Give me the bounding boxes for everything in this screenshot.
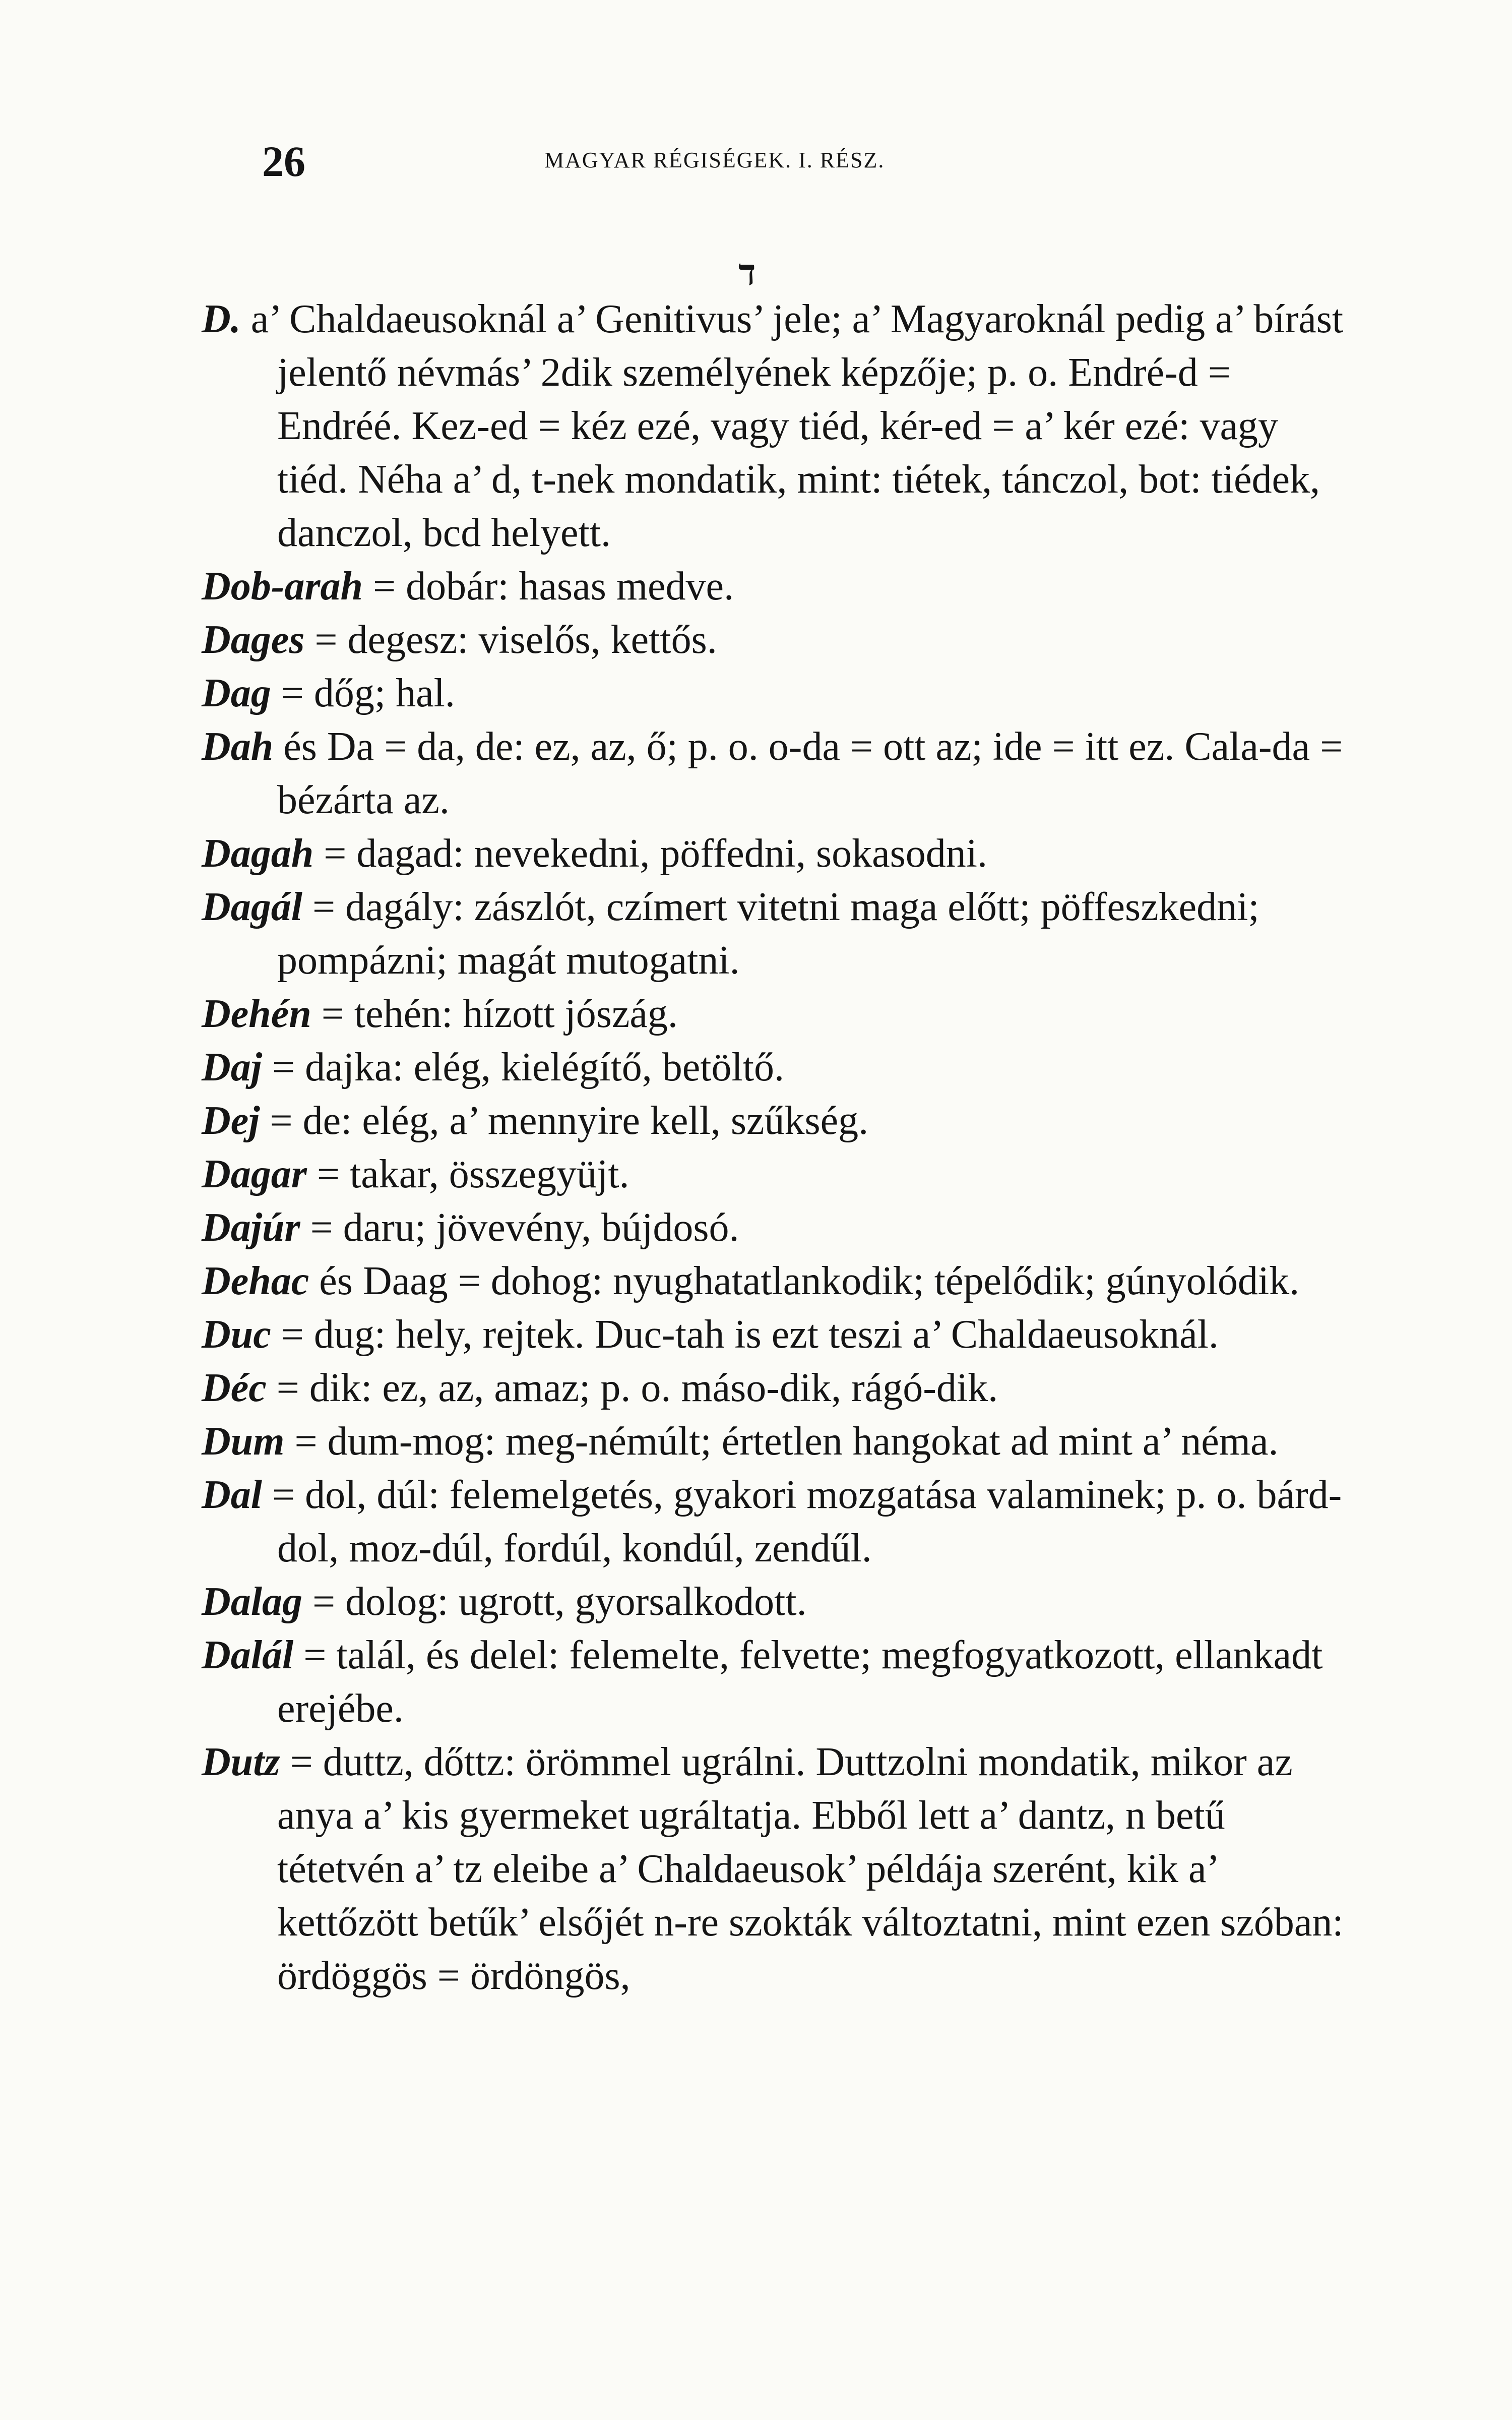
entry-dagal (202, 880, 1351, 987)
entry-definition: = de: elég, a’ mennyire kell, szűkség. (260, 1099, 869, 1143)
entry-headword: Dob-arah (202, 564, 363, 609)
entry-definition: = dol, dúl: felemelgetés, gyakori mozgatása valaminek; p. o. bárd-dol, moz-dúl, fordúl, kondúl, zendűl. (262, 1473, 1342, 1570)
entry-headword: Dagah (202, 831, 314, 876)
entry-dob-arah (202, 560, 1351, 613)
entry-definition: = talál, és delel: felemelte, felvette; megfogyatkozott, ellankadt erejébe. (277, 1633, 1323, 1731)
entry-dalag (202, 1575, 1351, 1628)
entry-dagar (202, 1147, 1351, 1201)
entry-headword: Dej (202, 1099, 260, 1143)
entry-dej (202, 1094, 1351, 1147)
entry-headword: Dehac (202, 1259, 309, 1303)
entry-definition: = daru; jövevény, bújdosó. (300, 1205, 739, 1250)
entry-dehen (202, 987, 1351, 1041)
entry-definition: = dajka: elég, kielégítő, betöltő. (262, 1045, 784, 1090)
entry-headword: Daj (202, 1045, 262, 1090)
entry-dajur (202, 1201, 1351, 1254)
entry-d (202, 292, 1351, 560)
entry-definition: = dőg; hal. (271, 671, 455, 715)
entry-definition: = dagad: nevekedni, pöffedni, sokasodni. (313, 831, 987, 876)
entry-headword: Dal (202, 1473, 262, 1517)
entry-dec (202, 1361, 1351, 1415)
running-title: MAGYAR RÉGISÉGEK. I. RÉSZ. (544, 148, 885, 172)
entry-duc (202, 1308, 1351, 1361)
entry-definition: = dum-mog: meg-némúlt; értetlen hangokat ad mint a’ néma. (284, 1419, 1279, 1464)
entry-definition: = takar, összegyüjt. (306, 1152, 629, 1196)
entry-definition: = dagály: zászlót, czímert vitetni maga előtt; pöffeszkedni; pompázni; magát mutogatni. (277, 885, 1259, 983)
hebrew-letter-dalet: ד (738, 253, 756, 293)
entry-definition: és Da = da, de: ez, az, ő; p. o. o-da = ott az; ide = itt ez. Cala-da = bézárta az. (273, 724, 1343, 822)
entry-daj (202, 1041, 1351, 1094)
entry-headword: Dagar (202, 1152, 307, 1196)
entry-definition: = dobár: hasas medve. (363, 564, 734, 609)
entry-definition: = degesz: viselős, kettős. (304, 618, 717, 662)
entry-headword: Dages (202, 618, 305, 662)
entry-headword: Dajúr (202, 1205, 300, 1250)
entry-definition: a’ Chaldaeusoknál a’ Genitivus’ jele; a’ Magyaroknál pedig a’ bírást jelentő névmás’ 2dik személyének képzője; p. o. Endré-d = Endréé. Kez-ed = kéz ezé, vagy tiéd, kér-ed = a’ kér ezé: vagy tiéd. Néha a’ d, t-nek mondatik, mint: tiétek, tánczol, bot: tiédek, danczol, bcd helyett. (240, 297, 1344, 555)
entry-headword: Déc (202, 1366, 267, 1410)
entry-definition: és Daag = dohog: nyughatatlankodik; tépelődik; gúnyolódik. (309, 1259, 1300, 1303)
entry-headword: Dalag (202, 1580, 302, 1624)
entry-definition: = tehén: hízott jószág. (311, 992, 678, 1036)
entry-definition: = dug: hely, rejtek. Duc-tah is ezt teszi a’ Chaldaeusoknál. (271, 1312, 1219, 1357)
entry-dal (202, 1468, 1351, 1575)
entry-headword: Dalál (202, 1633, 294, 1677)
entry-headword: Dagál (202, 885, 302, 929)
entry-dalal (202, 1628, 1351, 1735)
entry-headword: D. (202, 297, 241, 341)
entry-headword: Dah (202, 724, 274, 769)
entry-headword: Dag (202, 671, 271, 715)
entry-dages (202, 613, 1351, 667)
page-header (262, 136, 1068, 186)
entry-dutz (202, 1735, 1351, 2003)
entry-definition: = duttz, dőttz: örömmel ugrálni. Duttzolni mondatik, mikor az anya a’ kis gyermeket ugráltatja. Ebből lett a’ dantz, n betű tétetvén a’ tz eleibe a’ Chaldaeusok’ példája szerént, kik a’ kettőzött betűk’ elsőjét n-re szokták változtatni, mint ezen szóban: ördöggös = ördöngös, (277, 1740, 1344, 1998)
entry-dagah (202, 827, 1351, 880)
entry-dehac (202, 1254, 1351, 1308)
dictionary-entries (202, 292, 1351, 2003)
entry-dah (202, 720, 1351, 827)
entry-dum (202, 1415, 1351, 1468)
entry-headword: Dum (202, 1419, 285, 1464)
entry-dag (202, 667, 1351, 720)
entry-definition: = dolog: ugrott, gyorsalkodott. (302, 1580, 807, 1624)
entry-headword: Dehén (202, 992, 311, 1036)
entry-definition: = dik: ez, az, amaz; p. o. máso-dik, rágó-dik. (266, 1366, 998, 1410)
entry-headword: Dutz (202, 1740, 280, 1784)
entry-headword: Duc (202, 1312, 271, 1357)
page-number: 26 (262, 137, 305, 186)
